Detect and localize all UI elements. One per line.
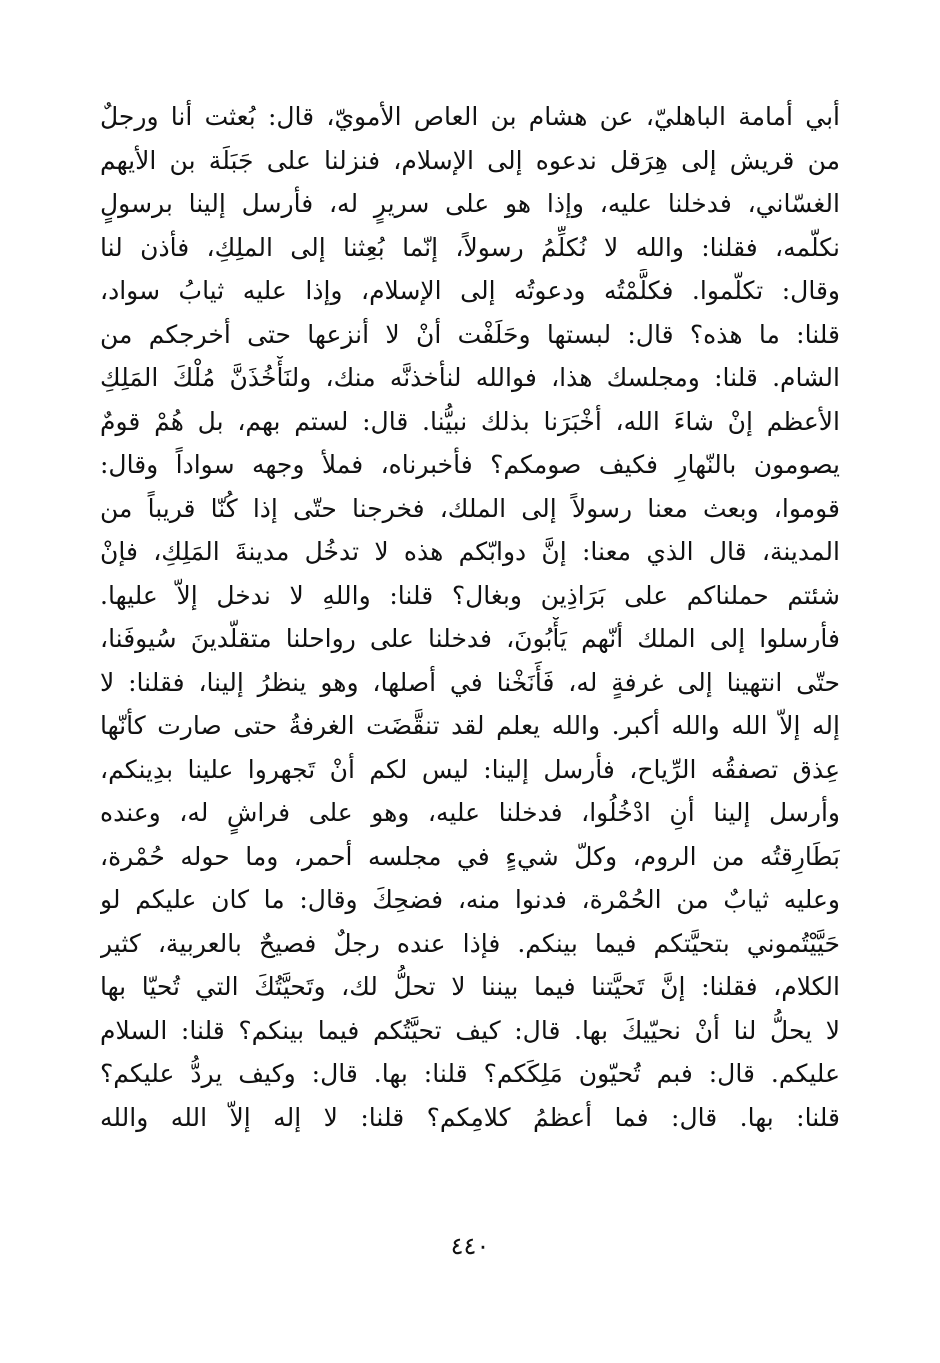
text-line: وأرسل إلينا أنِ ادْخُلُوا، فدخلنا عليه، وهو على فراشٍ له، وعنده [100, 798, 840, 827]
text-line: من قريش إلى هِرَقل ندعوه إلى الإسلام، فنزلنا على جَبَلَة بن الأيهم [100, 145, 840, 175]
text-line: أبي أمامة الباهليّ، عن هشام بن العاص الأمويّ، قال: بُعثت أنا ورجلٌ [100, 102, 840, 131]
text-line: وقال: تكلّموا. فكلَّمْتُه ودعوتُه إلى الإسلام، وإذا عليه ثيابُ سواد، [100, 276, 840, 305]
text-line: إله إلاّ الله والله أكبر. والله يعلم لقد تنقَّضَت الغرفةُ حتى صارت كأنّها [100, 711, 840, 740]
text-line: شئتم حملناكم على بَرَاذِين وبغال؟ قلنا: واللهِ لا ندخل إلاّ عليها. [100, 580, 840, 610]
text-line: عليكم. قال: فبم تُحيّون مَلِكَكم؟ قلنا: بها. قال: وكيف يردُّ عليكم؟ [100, 1059, 840, 1088]
text-line: نكلّمه، فقلنا: والله لا نُكلِّمُ رسولاً، إنّما بُعِثنا إلى الملِكِ، فأذن لنا [100, 232, 840, 262]
text-line: قلنا: ما هذه؟ قال: لبستها وحَلَفْت أنْ لا أنزعها حتى أخرجكم من [100, 319, 840, 349]
text-line: وعليه ثيابٌ من الحُمْرة، فدنوا منه، فضحِكَ وقال: ما كان عليكم لو [100, 885, 840, 914]
text-line: الأعظم إنْ شاءَ الله، أخْبَرَنا بذلك نبيُّنا. قال: لستم بهم، بل هُمْ قومٌ [100, 406, 840, 436]
text-line: الشام. قلنا: ومجلسك هذا، فوالله لنأخذنَّه منك، ولنَأْخُذَنَّ مُلْكَ المَلِكِ [100, 363, 840, 392]
text-line: يصومون بالنّهارِ فكيف صومكم؟ فأخبرناه، فملأ وجهه سواداً وقال: [100, 450, 840, 479]
text-line: حتّى انتهينا إلى غرفةٍ له، فَأَنَخْنا في أصلها، وهو ينظرُ إلينا، فقلنا: لا [100, 667, 840, 697]
page-number: ٤٤٠ [450, 1232, 490, 1260]
text-line: الكلام، فقلنا: إنَّ تَحيَّتنا فيما بيننا لا تحلُّ لك، وتَحيَّتُكَ التي تُحيّا بها [100, 972, 840, 1001]
text-line: حَيَّيْتُموني بتحيَّتكم فيما بينكم. فإذا عنده رجلٌ فصيحٌ بالعربية، كثير [100, 928, 840, 958]
text-line: قوموا، وبعث معنا رسولاً إلى الملك، فخرجنا حتّى إذا كُنّا قريباً من [100, 493, 840, 523]
body-text [100, 95, 840, 1139]
text-line: الغسّاني، فدخلنا عليه، وإذا هو على سريرٍ له، فأرسل إلينا برسولٍ [100, 189, 840, 218]
text-line: بَطَارِقتُه من الروم، وكلّ شيءٍ في مجلسه أحمر، وما حوله حُمْرة، [100, 841, 840, 871]
text-line: المدينة، قال الذي معنا: إنَّ دوابّكم هذه لا تدخُل مدينةَ المَلِكِ، فإنْ [100, 537, 840, 566]
text-line: فأرسلوا إلى الملك أنّهم يَأْبُونَ، فدخلنا على رواحلنا متقلّدينَ سُيوفَنا، [100, 624, 840, 653]
text-line: لا يحلُّ لنا أنْ نحيّيكَ بها. قال: كيف تحيَّتُكم فيما بينكم؟ قلنا: السلام [100, 1015, 840, 1045]
text-line: قلنا: بها. قال: فما أعظمُ كلامِكم؟ قلنا: لا إله إلاّ الله والله [100, 1102, 840, 1132]
text-line: عِذق تصفقُه الرِّياح، فأرسل إلينا: ليس لكم أنْ تَجهروا علينا بدِينكم، [100, 754, 840, 784]
